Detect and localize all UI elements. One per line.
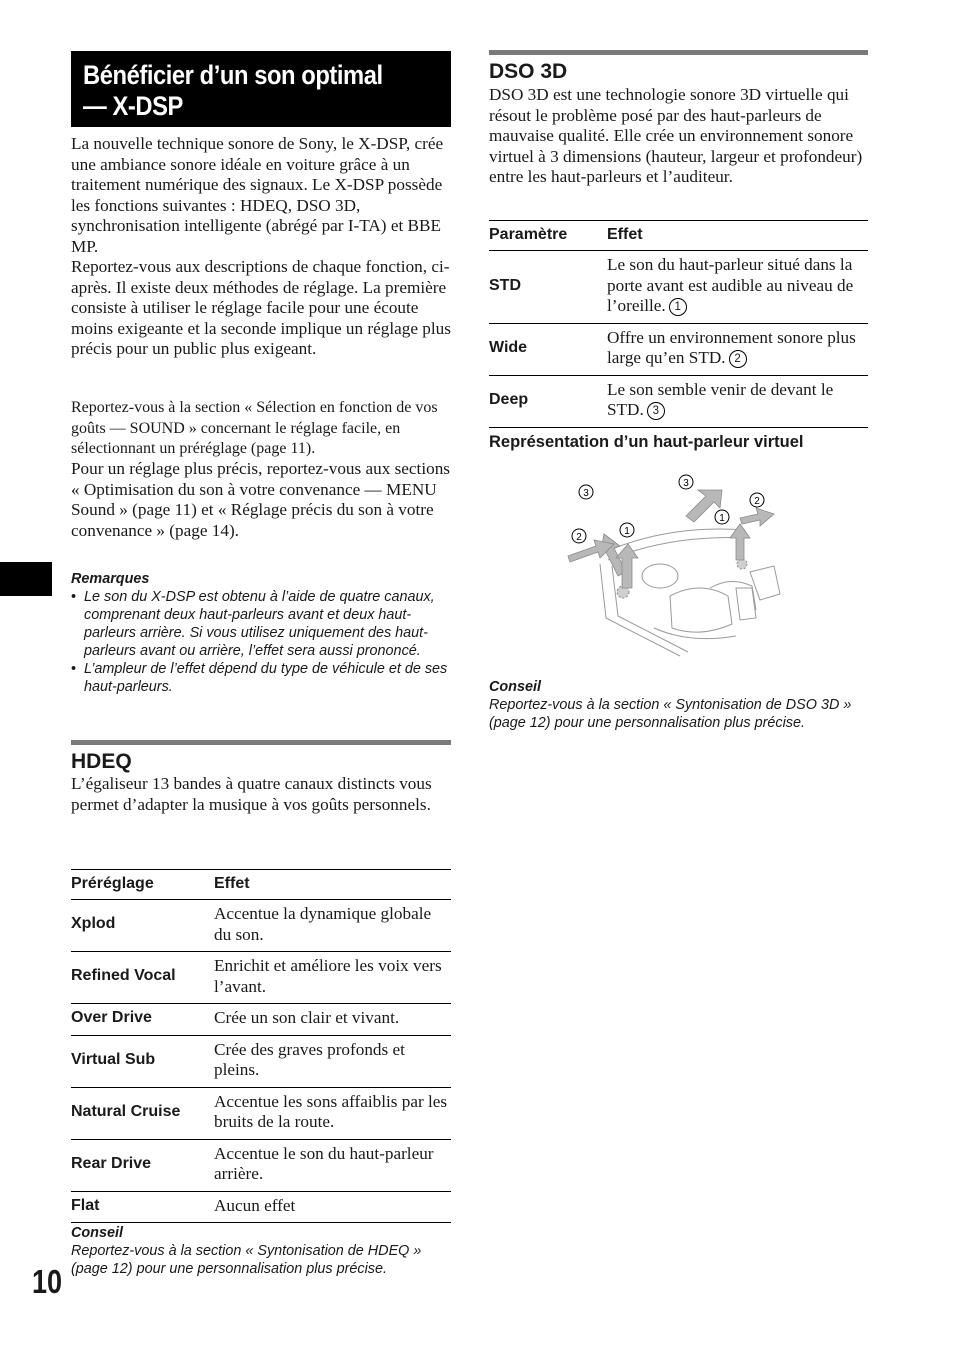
table-row xyxy=(71,952,451,1004)
preset-effect: Accentue le son du haut-parleur arrière. xyxy=(214,1139,451,1191)
figure-marker-3-left: 3 xyxy=(583,488,589,499)
circled-number-marker: 2 xyxy=(729,350,747,368)
headrest xyxy=(736,588,756,620)
hdeq-tip-block xyxy=(71,1224,456,1278)
arrow-wide-left xyxy=(568,540,614,562)
intro-paragraph-3: Reportez-vous à la section « Sélection en fonction de vos goûts — SOUND » concernant le réglage facile, en sélectionnant un préréglage (page 11). xyxy=(71,399,438,457)
parameter-effect-text: Le son du haut-parleur situé dans la porte avant est audible au niveau de l’oreille. xyxy=(607,255,854,315)
parameter-effect xyxy=(607,323,868,375)
dso-tip-block xyxy=(489,678,868,732)
preset-name: Natural Cruise xyxy=(71,1087,214,1139)
dso-tip-heading: Conseil xyxy=(489,679,541,695)
table-row xyxy=(489,375,868,427)
parameter-name: Wide xyxy=(489,323,607,375)
table-header-effect: Effet xyxy=(607,221,868,251)
front-seat xyxy=(670,588,732,632)
hdeq-tip-heading: Conseil xyxy=(71,1225,123,1241)
preset-effect: Crée un son clair et vivant. xyxy=(214,1004,451,1036)
page-number: 10 xyxy=(32,1263,63,1300)
remarks-block xyxy=(71,570,451,696)
remark-item: • Le son du X-DSP est obtenu à l’aide de quatre canaux, comprenant deux haut-parleurs avant et deux haut-parleurs arrière. Si vous utilisez uniquement des haut-parleurs avant ou arrière, l’effet sera aussi prononcé. xyxy=(71,588,451,660)
hdeq-heading: HDEQ xyxy=(71,750,132,773)
circled-number-marker: 1 xyxy=(669,298,687,316)
table-row xyxy=(489,251,868,324)
preset-effect: Enrichit et améliore les voix vers l’avant. xyxy=(214,952,451,1004)
table-header-row xyxy=(489,221,868,251)
table-row xyxy=(71,1035,451,1087)
figure-marker-1-right: 1 xyxy=(719,513,725,524)
parameter-effect-text: Le son semble venir de devant le STD. xyxy=(607,379,834,419)
passenger-seat xyxy=(710,581,756,610)
preset-name: Refined Vocal xyxy=(71,952,214,1004)
table-row xyxy=(71,1087,451,1139)
intro-paragraph-4: Pour un réglage plus précis, reportez-vous aux sections « Optimisation du son à votre convenance — MENU Sound » (page 11) et « Réglage précis du son à votre convenance » (page 14). xyxy=(71,459,450,540)
figure-marker-2-right: 2 xyxy=(754,496,760,507)
preset-name: Virtual Sub xyxy=(71,1035,214,1087)
intro-paragraph-1: La nouvelle technique sonore de Sony, le X-DSP, crée une ambiance sonore idéale en voiture grâce à un traitement numérique des signaux. Le X-DSP possède les fonctions suivantes : HDEQ, DSO 3D, synchronisation intelligente (abrégé par I-TA) et BBE MP. xyxy=(71,134,444,256)
virtual-speaker-illustration xyxy=(560,468,790,660)
preset-name: Rear Drive xyxy=(71,1139,214,1191)
parameter-effect xyxy=(607,251,868,324)
table-header-preset: Préréglage xyxy=(71,870,214,900)
figure-marker-1-left: 1 xyxy=(624,526,630,537)
table-header-parameter: Paramètre xyxy=(489,221,607,251)
table-header-row xyxy=(71,870,451,900)
page-title-line-2: — X-DSP xyxy=(83,91,183,121)
floor-line xyxy=(654,628,736,639)
section-tab-marker xyxy=(0,562,52,596)
steering-wheel xyxy=(642,564,678,588)
page-title-block xyxy=(71,51,451,127)
table-row xyxy=(71,900,451,952)
hdeq-description: L’égaliseur 13 bandes à quatre canaux distincts vous permet d’adapter la musique à vos goûts personnels. xyxy=(71,774,432,814)
intro-paragraph-2: Reportez-vous aux descriptions de chaque fonction, ci-après. Il existe deux méthodes de réglage. La première consiste à utiliser le réglage facile pour une écoute moins exigeante et la seconde implique un réglage plus précis pour un public plus exigeant. xyxy=(71,257,451,358)
preset-name: Over Drive xyxy=(71,1004,214,1036)
dso-parameter-table xyxy=(489,220,868,428)
right-speaker xyxy=(737,559,747,569)
preset-effect: Accentue la dynamique globale du son. xyxy=(214,900,451,952)
dso-tip-text: Reportez-vous à la section « Syntonisation de DSO 3D » (page 12) pour une personnalisation plus précise. xyxy=(489,697,852,731)
remarks-list xyxy=(71,588,451,696)
dso-heading: DSO 3D xyxy=(489,60,568,83)
table-row xyxy=(71,1004,451,1036)
figure-marker-3-right: 3 xyxy=(683,478,689,489)
arrow-wide-right xyxy=(740,508,774,526)
dso-section-rule xyxy=(489,50,868,55)
figure-heading: Représentation d’un haut-parleur virtuel xyxy=(489,433,804,451)
preset-effect: Accentue les sons affaiblis par les bruits de la route. xyxy=(214,1087,451,1139)
hdeq-preset-table xyxy=(71,869,451,1223)
table-header-effect: Effet xyxy=(214,870,451,900)
preset-effect: Crée des graves profonds et pleins. xyxy=(214,1035,451,1087)
parameter-name: Deep xyxy=(489,375,607,427)
preset-name: Flat xyxy=(71,1191,214,1223)
hdeq-tip-text: Reportez-vous à la section « Syntonisation de HDEQ » (page 12) pour une personnalisation plus précise. xyxy=(71,1243,422,1277)
dso-description: DSO 3D est une technologie sonore 3D virtuelle qui résout le problème posé par des haut-parleurs de mauvaise qualité. Elle crée un environnement sonore virtuel à 3 dimensions (hauteur, largeur et profondeur) entre les haut-parleurs et l’auditeur. xyxy=(489,85,863,186)
hdeq-section-rule xyxy=(71,740,451,745)
page-title xyxy=(83,60,396,122)
preset-effect: Aucun effet xyxy=(214,1191,451,1223)
remarks-heading: Remarques xyxy=(71,571,150,587)
remark-item: • L’ampleur de l’effet dépend du type de véhicule et de ses haut-parleurs. xyxy=(71,660,451,696)
table-row xyxy=(71,1139,451,1191)
table-row xyxy=(71,1191,451,1223)
circled-number-marker: 3 xyxy=(647,402,665,420)
table-row xyxy=(489,323,868,375)
page-title-line-1: Bénéficier d’un son optimal xyxy=(83,60,383,90)
preset-name: Xplod xyxy=(71,900,214,952)
rear-seat xyxy=(750,566,780,600)
figure-marker-2-left: 2 xyxy=(576,532,582,543)
parameter-name: STD xyxy=(489,251,607,324)
parameter-effect-text: Offre un environnement sonore plus large qu’en STD. xyxy=(607,327,856,367)
parameter-effect xyxy=(607,375,868,427)
